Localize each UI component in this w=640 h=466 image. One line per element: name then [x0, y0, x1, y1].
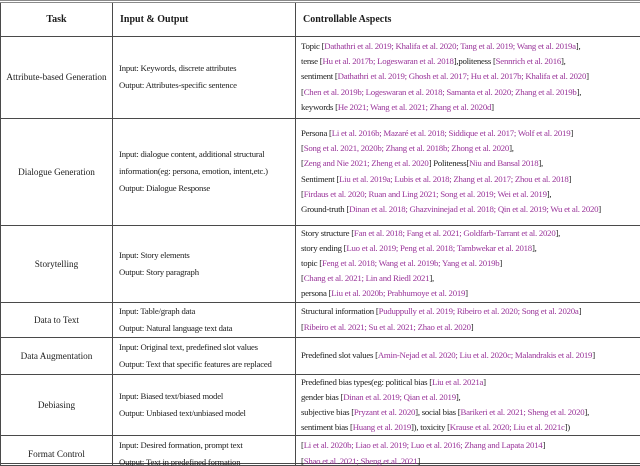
aspect-label: sentiment [ [301, 71, 338, 82]
citation-link[interactable]: Firdaus et al. 2020; Ruan and Ling 2021; Song et al. 2019; Wei et al. 2019 [303, 188, 547, 199]
aspect-label: [ [301, 321, 304, 332]
aspect-label: subjective bias [ [301, 406, 354, 417]
aspect-label: ] [499, 257, 503, 268]
aspect-label: ], [576, 86, 582, 97]
aspect-label: topic [ [301, 257, 322, 268]
io-line: Input: Keywords, discrete attributes [119, 63, 237, 73]
io-line: Output: Text in predefined formation [119, 456, 241, 466]
io-line: Input: Story elements [119, 249, 190, 260]
citation-link[interactable]: Barikeri et al. 2021; Sheng et al. 2020 [460, 406, 585, 417]
table-row [1, 302, 640, 337]
aspect-label: ] [542, 440, 546, 451]
column-header-controllable-aspects: Controllable Aspects [296, 3, 640, 36]
aspect-label: ], social bias [ [415, 406, 461, 417]
aspect-label: ] Politeness[ [428, 158, 470, 169]
aspects-cell [296, 225, 640, 302]
task-cell: Storytelling [1, 225, 113, 302]
citation-link[interactable]: He 2021; Wang et al. 2021; Zhang et al. 2020d [337, 101, 492, 112]
io-cell [113, 374, 296, 436]
aspects-line [301, 226, 640, 241]
aspect-label: sentiment bias [ [301, 422, 353, 433]
aspect-label: ], [509, 143, 514, 154]
aspect-label: [ [301, 158, 304, 169]
table-row [1, 118, 640, 225]
aspects-line [301, 420, 640, 435]
aspect-label: ], [455, 391, 461, 402]
aspect-label: Sentiment [ [301, 173, 340, 184]
aspects-line [301, 348, 640, 363]
aspect-label: ] [568, 173, 572, 184]
aspect-label: gender bias [ [301, 391, 344, 402]
table-row [1, 374, 640, 436]
citation-link[interactable]: Sennrich et al. 2016 [495, 56, 561, 67]
aspects-line [301, 54, 640, 69]
aspect-label: Predefined bias types(eg: political bias [ [301, 376, 432, 387]
aspect-label: ], [561, 56, 566, 67]
aspects-line [301, 39, 640, 54]
io-line: Output: Text that specific features are replaced [119, 358, 272, 369]
aspect-label: ],politeness [ [453, 56, 496, 67]
io-line: Input: Biased text/biased model [119, 390, 224, 401]
citation-link[interactable]: Zeng and Nie 2021; Zheng et al. 2020 [303, 158, 429, 169]
aspects-line [301, 286, 640, 301]
aspects-cell [296, 302, 640, 337]
citation-link[interactable]: Pryzant et al. 2020 [353, 406, 416, 417]
io-cell [113, 36, 296, 118]
aspect-label: [ [301, 86, 304, 97]
aspect-label: ]) [564, 422, 570, 433]
io-line: information(eg: persona, emotion, intent,etc.) [119, 166, 268, 176]
io-line: Output: Attributes-specific sentence [119, 80, 237, 90]
table-row [1, 36, 640, 118]
aspects-line [301, 85, 640, 100]
citation-link[interactable]: Dathathri et al. 2019; Khalifa et al. 2020; Tang et al. 2019; Wang et al. 2019a [324, 40, 576, 51]
aspects-line [301, 271, 640, 286]
header-row [1, 3, 640, 36]
aspect-label: ] [417, 455, 421, 466]
aspects-line [301, 375, 640, 390]
io-cell [113, 436, 296, 466]
citation-link[interactable]: Ribeiro et al. 2021; Su et al. 2021; Zhao et al. 2020 [303, 321, 471, 332]
io-line: Output: Unbiased text/unbiased model [119, 407, 246, 418]
aspect-label: [ [301, 440, 304, 451]
citation-link[interactable]: Liu et al. 2019a; Lubis et al. 2018; Zhang et al. 2017; Zhou et al. 2018 [339, 173, 569, 184]
aspect-label: ] [592, 349, 595, 360]
aspect-label: Ground-truth [ [301, 203, 350, 214]
aspects-line [301, 256, 640, 271]
aspects-line [301, 69, 640, 84]
aspect-label: ] [491, 101, 494, 112]
aspect-label: keywords [ [301, 101, 338, 112]
aspects-line [301, 172, 640, 187]
aspect-label: ] [483, 376, 486, 387]
aspect-label: [ [301, 143, 304, 154]
aspects-line [301, 241, 640, 256]
io-line: Output: Dialogue Response [119, 183, 211, 193]
citation-link[interactable]: Liu et al. 2020b; Prabhumoye et al. 2019 [331, 288, 466, 299]
citation-link[interactable]: Niu and Bansal 2018 [469, 158, 539, 169]
aspects-line [301, 438, 640, 453]
citation-link[interactable]: Luo et al. 2019; Peng et al. 2018; Tambwekar et al. 2018 [346, 242, 532, 253]
aspects-line [301, 390, 640, 405]
aspects-line [301, 454, 640, 466]
aspect-label: ], [575, 40, 581, 51]
task-cell: Format Control [1, 436, 113, 466]
citation-link[interactable]: Puduppully et al. 2019; Ribeiro et al. 2020; Song et al. 2020a [378, 306, 579, 317]
citation-link[interactable]: Liu et al. 2021a [431, 376, 484, 387]
aspect-label: ], [546, 188, 552, 199]
table-row [1, 436, 640, 466]
aspects-line [301, 141, 640, 156]
task-cell: Data Augmentation [1, 337, 113, 374]
task-cell: Data to Text [1, 302, 113, 337]
citation-link[interactable]: Huang et al. 2019 [352, 422, 411, 433]
aspect-label: Predefined slot values [ [301, 349, 378, 360]
aspect-label: Persona [ [301, 127, 332, 138]
io-cell [113, 337, 296, 374]
aspect-label: ] [465, 288, 468, 299]
aspects-line [301, 304, 640, 319]
aspects-line [301, 405, 640, 420]
task-cell: Attribute-based Generation [1, 36, 113, 118]
io-line: Input: Desired formation, prompt text [119, 439, 243, 450]
citation-link[interactable]: Shao et al. 2021; Sheng et al. 2021 [303, 455, 418, 466]
aspects-line [301, 320, 640, 335]
io-cell [113, 225, 296, 302]
table-row [1, 225, 640, 302]
column-header-task: Task [1, 3, 113, 36]
io-line: Input: Table/graph data [119, 305, 196, 316]
aspect-label: story ending [ [301, 242, 347, 253]
io-cell [113, 302, 296, 337]
citation-link[interactable]: Krause et al. 2020; Liu et al. 2021c [449, 422, 565, 433]
table-row [1, 337, 640, 374]
io-line: Input: dialogue content, additional structural [119, 149, 265, 159]
aspect-label: [ [301, 455, 304, 466]
io-line: Input: Original text, predefined slot values [119, 341, 258, 352]
io-line: Output: Story paragraph [119, 266, 199, 277]
aspects-cell [296, 337, 640, 374]
citation-link[interactable]: Feng et al. 2018; Wang et al. 2019b; Yang et al. 2019b [321, 257, 500, 268]
aspect-label: ], [531, 242, 537, 253]
aspect-label: ] [578, 306, 582, 317]
aspect-label: ] [570, 127, 574, 138]
aspect-label: ] [598, 203, 601, 214]
citation-link[interactable]: Li et al. 2020b; Liao et al. 2019; Luo et al. 2016; Zhang and Lapata 2014 [303, 440, 543, 451]
citation-link[interactable]: Hu et al. 2017b; Logeswaran et al. 2018 [322, 56, 454, 67]
citation-link[interactable]: Li et al. 2016b; Mazaré et al. 2018; Siddique et al. 2017; Wolf et al. 2019 [331, 127, 571, 138]
aspects-cell [296, 36, 640, 118]
aspects-cell [296, 374, 640, 436]
io-cell [113, 118, 296, 225]
aspect-label: Topic [ [301, 40, 325, 51]
aspects-line [301, 202, 640, 217]
column-header-input-output: Input & Output [113, 3, 296, 36]
aspect-label: ]), toxicity [ [411, 422, 450, 433]
aspect-label: ], [538, 158, 543, 169]
aspect-label: ] [586, 71, 589, 82]
aspects-cell [296, 436, 640, 466]
aspect-label: Story structure [ [301, 227, 354, 238]
aspects-line [301, 100, 640, 115]
citation-link[interactable]: Chang et al. 2021; Lin and Riedl 2021 [303, 273, 430, 284]
aspect-label: tense [ [301, 56, 323, 67]
aspect-label: [ [301, 188, 304, 199]
aspects-cell [296, 118, 640, 225]
aspect-label: ], [429, 273, 434, 284]
citation-link[interactable]: Song et al. 2021, 2020b; Zhang et al. 2018b; Zhong et al. 2020 [303, 143, 510, 154]
task-cell: Dialogue Generation [1, 118, 113, 225]
aspects-line [301, 156, 640, 171]
citation-link[interactable]: Amin-Nejad et al. 2020; Liu et al. 2020c; Malandrakis et al. 2019 [377, 349, 593, 360]
aspect-label: persona [ [301, 288, 332, 299]
aspect-label: ], [584, 406, 590, 417]
io-line: Output: Natural language text data [119, 322, 233, 333]
aspect-label: ] [470, 321, 474, 332]
citation-link[interactable]: Dathathri et al. 2019; Ghosh et al. 2017; Hu et al. 2017b; Khalifa et al. 2020 [337, 71, 587, 82]
aspect-label: Structural information [ [301, 306, 379, 317]
citation-link[interactable]: Chen et al. 2019b; Logeswaran et al. 2018; Samanta et al. 2020; Zhang et al. 2019b [303, 86, 577, 97]
citation-link[interactable]: Fan et al. 2018; Fang et al. 2021; Goldfarb-Tarrant et al. 2020 [353, 227, 556, 238]
citation-link[interactable]: Dinan et al. 2018; Ghazvininejad et al. 2018; Qin et al. 2019; Wu et al. 2020 [349, 203, 599, 214]
controllable-generation-tasks-table [0, 3, 640, 466]
citation-link[interactable]: Dinan et al. 2019; Qian et al. 2019 [343, 391, 456, 402]
aspects-line [301, 126, 640, 141]
aspects-line [301, 187, 640, 202]
task-cell: Debiasing [1, 374, 113, 436]
aspect-label: [ [301, 273, 304, 284]
aspect-label: ], [555, 227, 561, 238]
